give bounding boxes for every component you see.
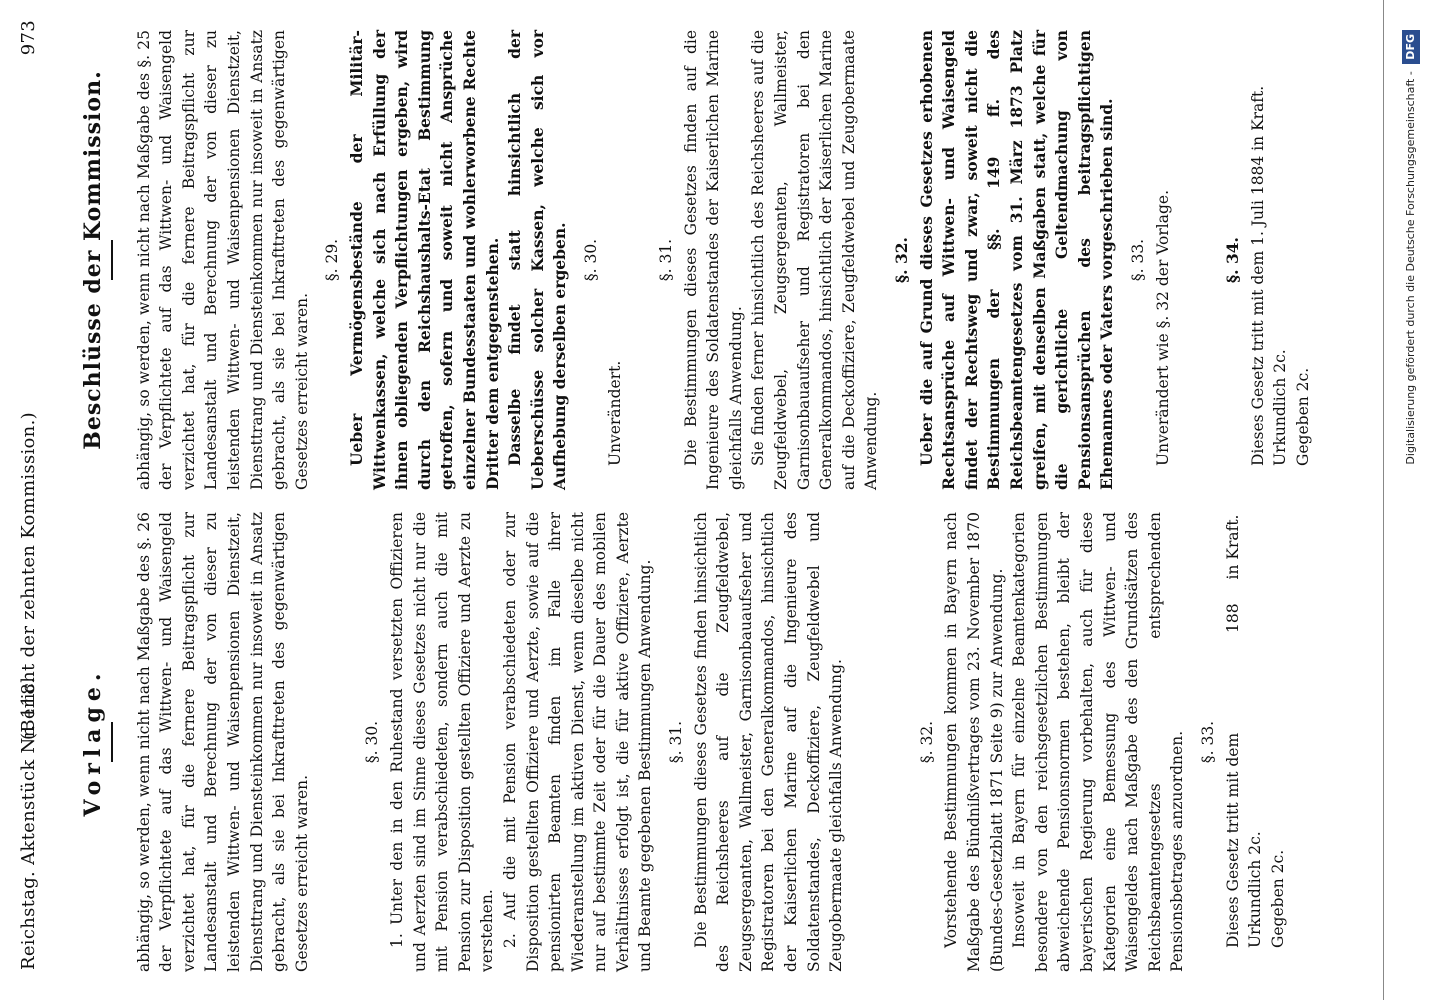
beschluesse-s34-text: Dieses Gesetz tritt mit dem 1. Juli 1884 in Kraft.: [1248, 85, 1267, 466]
closing-gegeben: Gegeben 2c.: [1268, 849, 1287, 948]
section-heading: §. 32.: [917, 720, 936, 764]
beschluesse-s29-p1: Ueber Vermögensbestände der Militär-Wittwenkassen, welche sich nach Erfüllung der ihnen obliegenden Verpflichtungen ergeben, wird durch den Reichshaushalts-Etat Bestimmung getroffen, sofern und soweit nicht Ansprüche einzelner Bundesstaaten und wohlerworbene Rechte Dritter dem entgegenstehen.: [346, 30, 502, 490]
dfg-text: Digitalisierung gefördert durch die Deutsche Forschungsgemeinschaft -: [1404, 71, 1417, 465]
section-heading: §. 31.: [667, 720, 686, 764]
closing-urkundlich: Urkundlich 2c.: [1246, 831, 1265, 948]
s33-text-b: 188: [1223, 603, 1242, 633]
beschluesse-s31-p1: Die Bestimmungen dieses Gesetzes finden auf die Ingenieure des Soldatenstandes der Kaiserlichen Marine gleichfalls Anwendung.: [681, 30, 745, 490]
vorlage-s30-p2: 2. Auf die mit Pension verabschiedeten oder zur Disposition gestellten Offiziere und Aerzte, sowie auf die pensionirten Beamten finden im Falle ihrer Wiederanstellung im aktiven Dienst, wenn dieselbe nicht nur auf bestimmte Zeit oder für die Dauer des mobilen Verhältnisses erfolgt ist, die für aktive Offiziere, Aerzte und Beamte gegebenen Bestimmungen Anwendung.: [500, 512, 655, 972]
page-header: [18, 20, 48, 970]
section-heading: §. 30.: [581, 238, 600, 282]
header-left: Reichstag. Aktenstück Nr. 118.: [18, 677, 39, 970]
s33-text-c: in Kraft.: [1223, 514, 1242, 580]
section-heading: §. 33.: [1198, 720, 1217, 764]
section-heading: §. 30.: [363, 720, 382, 764]
header-center: (Bericht der zehnten Kommission.): [18, 412, 39, 740]
beschluesse-s31-p2: Sie finden ferner hinsichtlich des Reichsheeres auf die Zeugfeldwebel, Zeugsergeanten, Wallmeister, Garnisonbauaufseher und Registratoren bei den Generalkommandos, hinsichtlich der Kaiserlichen Marine auf die Deckoffiziere, Zeugfeldwebel und Zeugobermaate Anwendung.: [749, 30, 881, 490]
beschluesse-s33-text: Unverändert wie §. 32 der Vorlage.: [1153, 189, 1172, 466]
section-heading: §. 34.: [1223, 237, 1243, 283]
title-rule: [111, 240, 113, 280]
vorlage-s30-p1: 1. Unter den in den Ruhestand versetzten Offizieren und Aerzten sind im Sinne dieses Gesetzes nicht nur die mit Pension verabschiedeten, sondern auch die mit Pension zur Disposition gestellten Offiziere und Aerzte zu verstehen.: [387, 512, 497, 972]
column-beschluesse: [60, 30, 1315, 490]
title-rule: [111, 722, 113, 762]
sidebar-divider: [1383, 0, 1384, 1000]
beschluesse-intro: abhängig, so werden, wenn nicht nach Maßgabe des §. 25 der Verpflichtete auf das Wittwen- und Waisengeld verzichtet hat, für die fernere Beitragspflicht zur Landesanstalt und Berechnung der von dieser zu leistenden Wittwen- und Waisenpensionen Dienstzeit, Diensttrang und Diensteinkommen nur insoweit in Ansatz gebracht, als sie bei Inkrafttreten des gegenwärtigen Gesetzes erreicht waren.: [134, 30, 311, 490]
s33-text-a: Dieses Gesetz tritt mit dem: [1223, 732, 1242, 948]
closing-gegeben: Gegeben 2c.: [1293, 367, 1312, 466]
dfg-footer: [1388, 0, 1432, 1000]
beschluesse-s30-text: Unverändert.: [606, 360, 625, 466]
column-vorlage: [60, 512, 1289, 972]
vorlage-s32-p1: Vorstehende Bestimmungen kommen in Bayern nach Maßgabe des Bündnißvertrages vom 23. November 1870 (Bundes-Gesetzblatt 1871 Seite 9) zur Anwendung.: [942, 512, 1006, 972]
vorlage-intro: abhängig, so werden, wenn nicht nach Maßgabe des §. 26 der Verpflichtete auf das Wittwen- und Waisengeld verzichtet hat, für die fernere Beitragspflicht zur Landesanstalt und Berechnung der von dieser zu leistenden Wittwen- und Waisenpensionen Dienstzeit, Diensttrang und Diensteinkommen nur insoweit in Ansatz gebracht, als sie bei Inkrafttreten des gegenwärtigen Gesetzes erreicht waren.: [134, 512, 311, 972]
dfg-logo: DFG: [1402, 30, 1420, 64]
beschluesse-s29-p2: Dasselbe findet statt hinsichtlich der Ueberschüsse solcher Kassen, welche sich vor Aufhebung derselben ergeben.: [505, 30, 570, 490]
column-title-vorlage: Vorlage.: [80, 667, 106, 817]
closing-urkundlich: Urkundlich 2c.: [1271, 349, 1290, 466]
section-heading: §. 33.: [1128, 238, 1147, 282]
vorlage-s32-p2: Insoweit in Bayern für einzelne Beamtenkategorien besondere von den reichsgesetzlichen Bestimmungen abweichende Pensionsnormen bestehen, bleibt der bayerischen Regierung vorbehalten, auch für diese Kategorien eine Bemessung des Wittwen- und Waisengeldes nach Maßgabe des den Grundsätzen des Reichsbeamtengesetzes entsprechenden Pensionsbetrages anzuordnen.: [1010, 512, 1187, 972]
beschluesse-s32-p1: Ueber die auf Grund dieses Gesetzes erhobenen Rechtsansprüche auf Wittwen- und Waisengeld findet der Rechtsweg und zwar, soweit nicht die Bestimmungen der §§. 149 ff. des Reichsbeamtengesetzes vom 31. März 1873 Platz greifen, mit denselben Maßgaben statt, welche für die gerichtliche Geltendmachung von Pensionsansprüchen des beitragspflichtigen Ehemannes oder Vaters vorgeschrieben sind.: [916, 30, 1117, 490]
page-number: 973: [18, 20, 39, 56]
section-heading: §. 29.: [323, 238, 342, 282]
column-title-beschluesse: Beschlüsse der Kommission.: [80, 70, 106, 450]
vorlage-s33-p1: [1222, 512, 1245, 972]
section-heading: §. 31.: [657, 238, 676, 282]
section-heading: §. 32.: [892, 237, 911, 283]
vorlage-s31-p1: Die Bestimmungen dieses Gesetzes finden hinsichtlich des Reichsheeres auf die Zeugfeldwebel, Zeugsergeanten, Wallmeister, Garnisonbauaufseher und Registratoren bei den Generalkommandos, hinsichtlich der Kaiserlichen Marine auf die Ingenieure des Soldatenstandes, Deckoffiziere, Zeugfeldwebel und Zeugobermaate gleichfalls Anwendung.: [691, 512, 846, 972]
